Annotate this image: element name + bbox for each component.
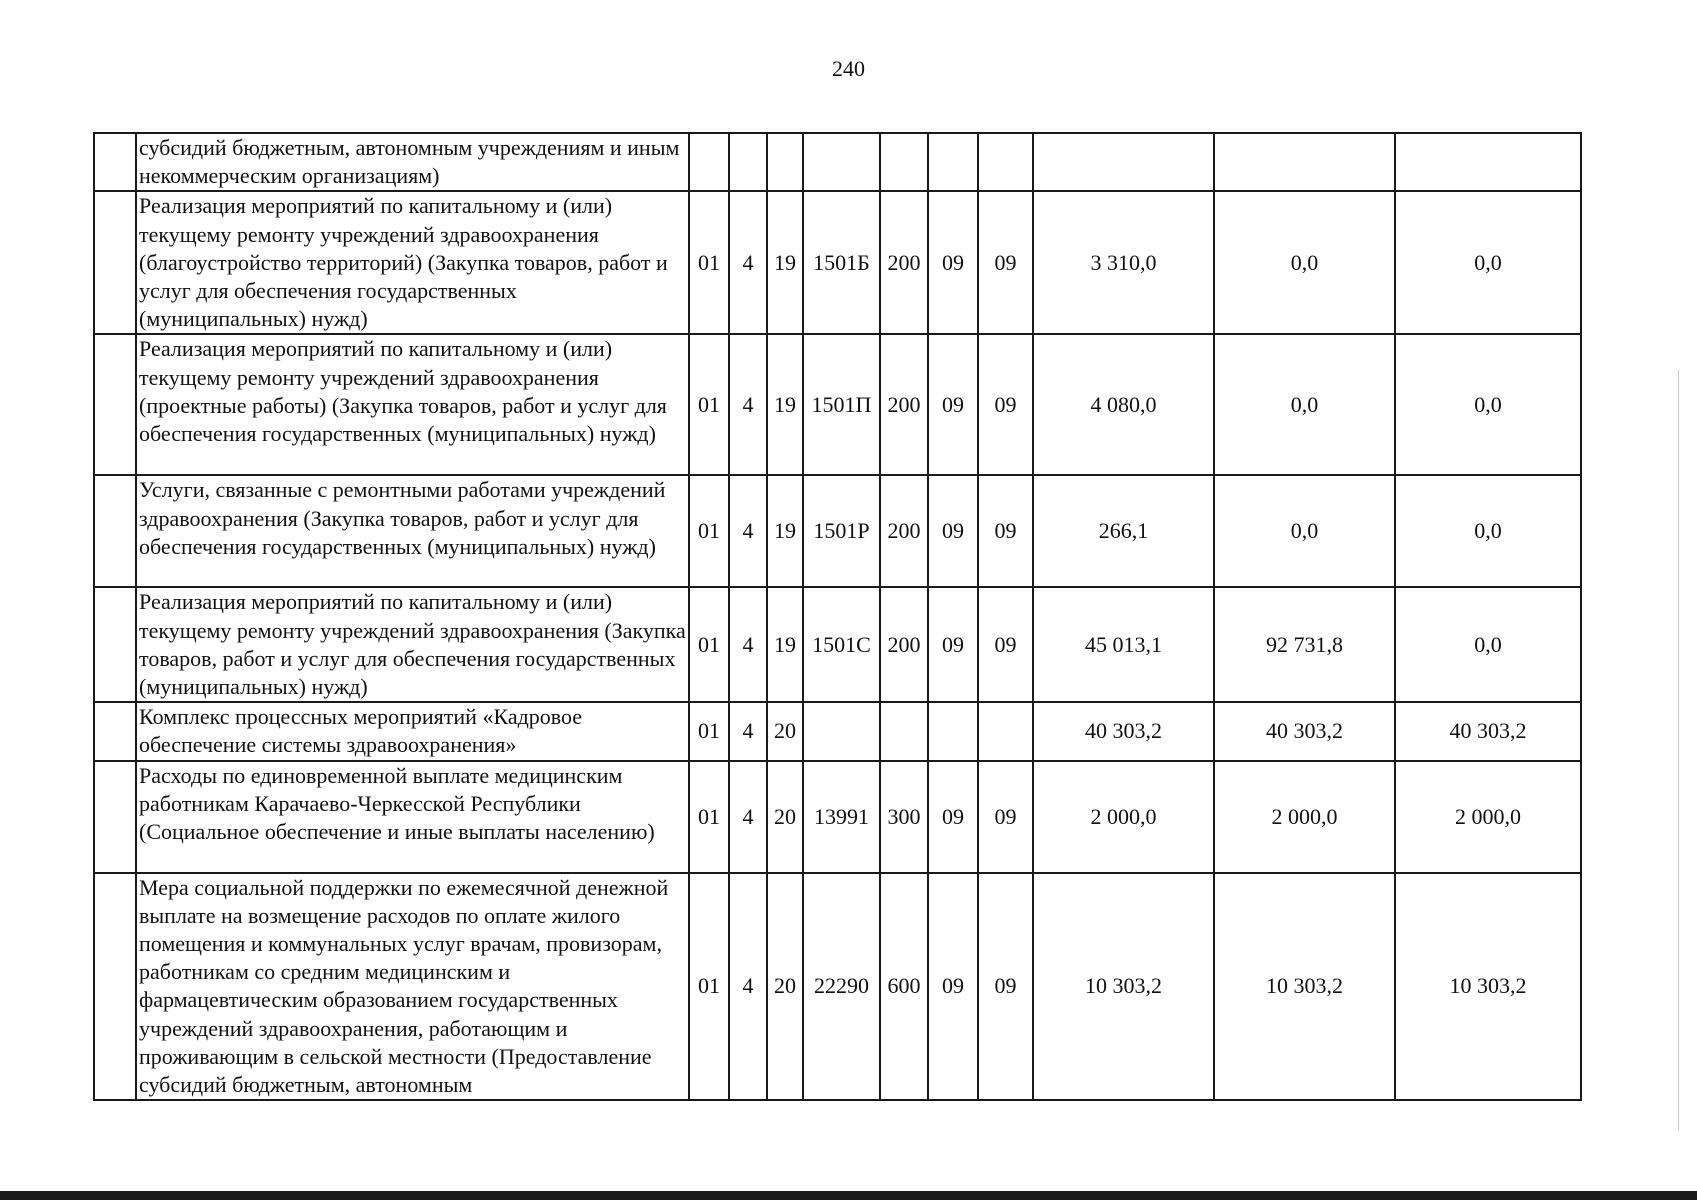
table-row <box>94 587 1581 702</box>
code-7-cell: 09 <box>978 761 1033 873</box>
description-cell: Реализация мероприятий по капитальному и (или) текущему ремонту учреждений здравоохранения (Закупка товаров, работ и услуг для обеспечения государственных (муниципальных) нужд) <box>136 587 689 702</box>
amount-1-cell: 40 303,2 <box>1033 702 1214 760</box>
amount-3-cell: 0,0 <box>1395 191 1581 334</box>
code-1-cell: 01 <box>689 587 729 702</box>
index-cell <box>94 702 136 760</box>
code-4-cell <box>803 133 880 191</box>
code-7-cell <box>978 702 1033 760</box>
code-2-cell: 4 <box>729 873 767 1101</box>
code-6-cell: 09 <box>928 334 978 475</box>
code-3-cell: 19 <box>767 191 803 334</box>
code-6-cell: 09 <box>928 587 978 702</box>
table-row <box>94 873 1581 1101</box>
amount-3-cell: 0,0 <box>1395 587 1581 702</box>
code-6-cell: 09 <box>928 191 978 334</box>
code-1-cell: 01 <box>689 702 729 760</box>
page-number: 240 <box>832 56 865 81</box>
amount-1-cell: 3 310,0 <box>1033 191 1214 334</box>
amount-3-cell <box>1395 133 1581 191</box>
code-7-cell <box>978 133 1033 191</box>
index-cell <box>94 761 136 873</box>
code-2-cell <box>729 133 767 191</box>
code-5-cell: 200 <box>880 191 928 334</box>
code-3-cell: 19 <box>767 587 803 702</box>
description-cell: Комплекс процессных мероприятий «Кадровое обеспечение системы здравоохранения» <box>136 702 689 760</box>
description-cell: Реализация мероприятий по капитальному и (или) текущему ремонту учреждений здравоохранения (благоустройство территорий) (Закупка товаров, работ и услуг для обеспечения государственных (муниципальных) нужд) <box>136 191 689 334</box>
code-3-cell: 19 <box>767 334 803 475</box>
budget-table <box>93 132 1582 1101</box>
amount-1-cell <box>1033 133 1214 191</box>
code-4-cell: 1501П <box>803 334 880 475</box>
code-4-cell: 13991 <box>803 761 880 873</box>
amount-1-cell: 10 303,2 <box>1033 873 1214 1101</box>
amount-2-cell: 92 731,8 <box>1214 587 1395 702</box>
table-body <box>94 133 1581 1100</box>
code-5-cell: 200 <box>880 587 928 702</box>
table-row <box>94 133 1581 191</box>
amount-3-cell: 0,0 <box>1395 475 1581 587</box>
code-4-cell: 22290 <box>803 873 880 1101</box>
code-5-cell: 300 <box>880 761 928 873</box>
amount-3-cell: 10 303,2 <box>1395 873 1581 1101</box>
amount-2-cell: 0,0 <box>1214 334 1395 475</box>
code-4-cell: 1501С <box>803 587 880 702</box>
code-2-cell: 4 <box>729 702 767 760</box>
amount-1-cell: 2 000,0 <box>1033 761 1214 873</box>
amount-3-cell: 2 000,0 <box>1395 761 1581 873</box>
code-2-cell: 4 <box>729 191 767 334</box>
code-1-cell: 01 <box>689 334 729 475</box>
code-3-cell: 20 <box>767 761 803 873</box>
amount-2-cell: 40 303,2 <box>1214 702 1395 760</box>
code-4-cell: 1501Р <box>803 475 880 587</box>
code-6-cell: 09 <box>928 475 978 587</box>
code-7-cell: 09 <box>978 475 1033 587</box>
amount-1-cell: 45 013,1 <box>1033 587 1214 702</box>
code-6-cell <box>928 133 978 191</box>
index-cell <box>94 587 136 702</box>
index-cell <box>94 191 136 334</box>
code-7-cell: 09 <box>978 587 1033 702</box>
amount-2-cell: 10 303,2 <box>1214 873 1395 1101</box>
index-cell <box>94 475 136 587</box>
code-6-cell: 09 <box>928 873 978 1101</box>
code-6-cell: 09 <box>928 761 978 873</box>
amount-2-cell: 0,0 <box>1214 191 1395 334</box>
code-2-cell: 4 <box>729 334 767 475</box>
amount-1-cell: 266,1 <box>1033 475 1214 587</box>
index-cell <box>94 133 136 191</box>
code-3-cell: 20 <box>767 873 803 1101</box>
code-5-cell <box>880 702 928 760</box>
code-3-cell: 20 <box>767 702 803 760</box>
code-1-cell: 01 <box>689 191 729 334</box>
table-row <box>94 761 1581 873</box>
code-2-cell: 4 <box>729 475 767 587</box>
index-cell <box>94 873 136 1101</box>
scan-bottom-border <box>0 1191 1697 1200</box>
code-1-cell: 01 <box>689 761 729 873</box>
amount-2-cell: 2 000,0 <box>1214 761 1395 873</box>
code-1-cell <box>689 133 729 191</box>
code-5-cell: 600 <box>880 873 928 1101</box>
code-1-cell: 01 <box>689 475 729 587</box>
amount-2-cell <box>1214 133 1395 191</box>
code-4-cell: 1501Б <box>803 191 880 334</box>
index-cell <box>94 334 136 475</box>
code-2-cell: 4 <box>729 761 767 873</box>
code-4-cell <box>803 702 880 760</box>
description-cell: Услуги, связанные с ремонтными работами учреждений здравоохранения (Закупка товаров, работ и услуг для обеспечения государственных (муниципальных) нужд) <box>136 475 689 587</box>
description-cell: Реализация мероприятий по капитальному и (или) текущему ремонту учреждений здравоохранения (проектные работы) (Закупка товаров, работ и услуг для обеспечения государственных (муниципальных) нужд) <box>136 334 689 475</box>
table-row <box>94 702 1581 760</box>
amount-2-cell: 0,0 <box>1214 475 1395 587</box>
code-3-cell: 19 <box>767 475 803 587</box>
table-row <box>94 334 1581 475</box>
table-row <box>94 191 1581 334</box>
table-row <box>94 475 1581 587</box>
code-7-cell: 09 <box>978 334 1033 475</box>
amount-3-cell: 0,0 <box>1395 334 1581 475</box>
description-cell: субсидий бюджетным, автономным учреждениям и иным некоммерческим организациям) <box>136 133 689 191</box>
code-1-cell: 01 <box>689 873 729 1101</box>
code-5-cell: 200 <box>880 334 928 475</box>
code-5-cell <box>880 133 928 191</box>
description-cell: Расходы по единовременной выплате медицинским работникам Карачаево-Черкесской Республики (Социальное обеспечение и иные выплаты населению) <box>136 761 689 873</box>
amount-3-cell: 40 303,2 <box>1395 702 1581 760</box>
amount-1-cell: 4 080,0 <box>1033 334 1214 475</box>
code-7-cell: 09 <box>978 873 1033 1101</box>
code-7-cell: 09 <box>978 191 1033 334</box>
scan-edge-line <box>1678 370 1679 1130</box>
code-2-cell: 4 <box>729 587 767 702</box>
code-5-cell: 200 <box>880 475 928 587</box>
code-3-cell <box>767 133 803 191</box>
code-6-cell <box>928 702 978 760</box>
description-cell: Мера социальной поддержки по ежемесячной денежной выплате на возмещение расходов по оплате жилого помещения и коммунальных услуг врачам, провизорам, работникам со средним медицинским и фармацевтическим образованием государственных учреждений здравоохранения, работающим и проживающим в сельской местности (Предоставление субсидий бюджетным, автономным <box>136 873 689 1101</box>
